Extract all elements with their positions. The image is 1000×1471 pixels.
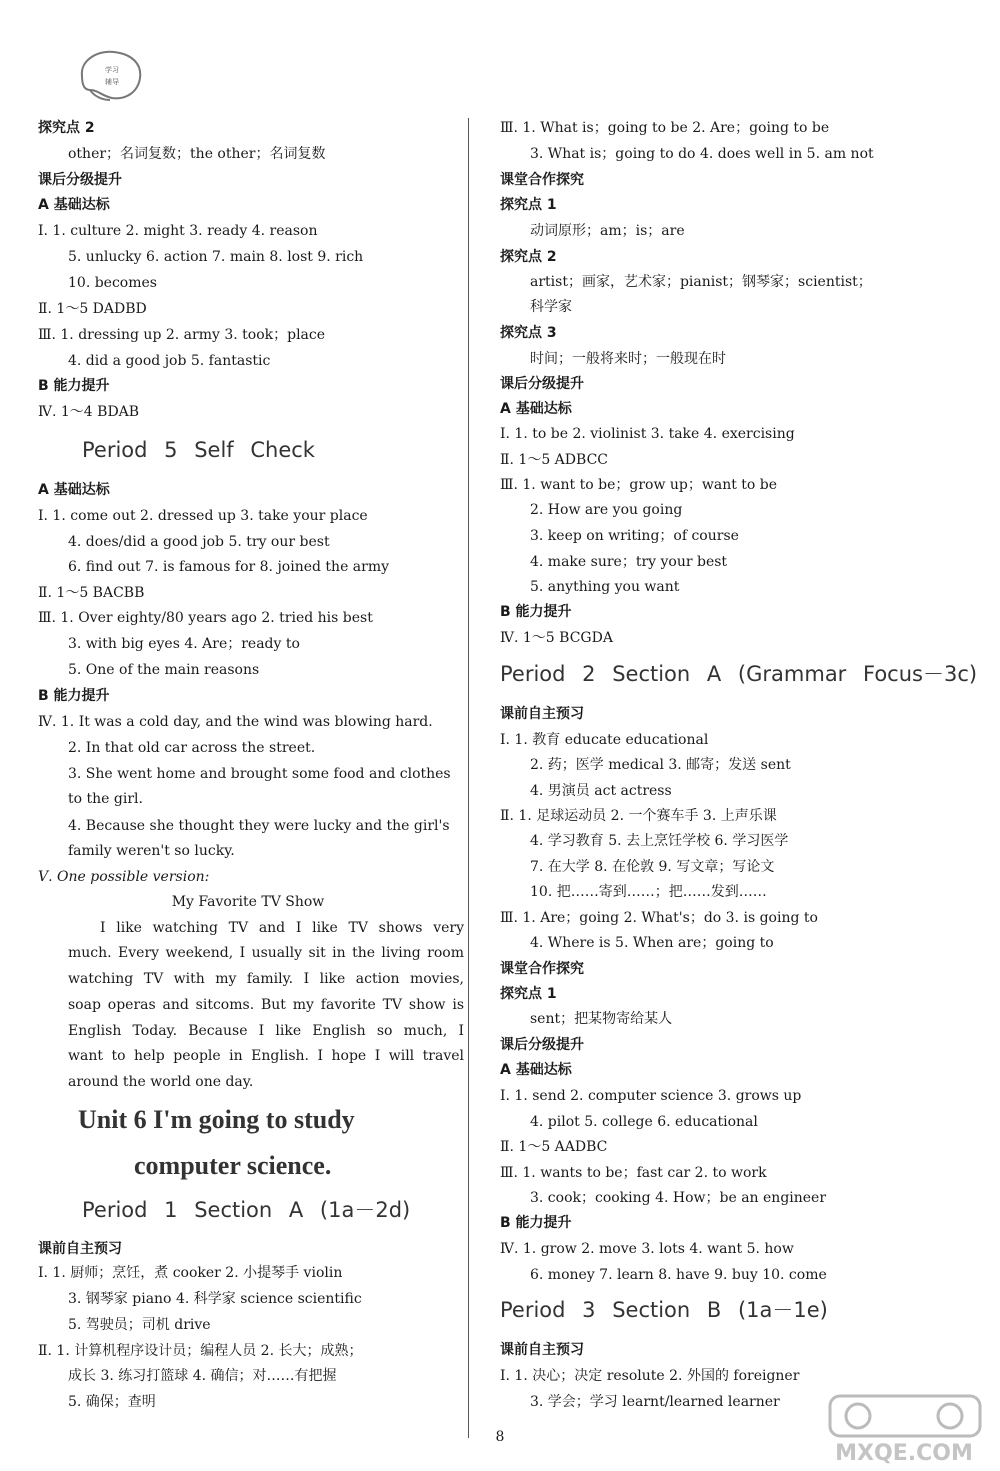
left-column-line: Ⅳ. 1. It was a cold day, and the wind was blowing hard. (38, 714, 433, 730)
left-column-line: 4. does/did a good job 5. try our best (68, 534, 330, 550)
right-column-line: 课后分级提升 (500, 376, 584, 392)
left-column-line: Ⅱ. 1. 计算机程序设计员；编程人员 2. 长大；成熟； (38, 1343, 363, 1359)
left-column-line: 5. 驾驶员；司机 drive (68, 1317, 211, 1333)
right-column-line: 2. How are you going (530, 502, 683, 518)
right-column-line: 课前自主预习 (500, 1342, 584, 1358)
right-column-line: Period 2 Section A (Grammar Focus－3c) (500, 662, 978, 686)
left-column-line: 3. She went home and brought some food and clothes (68, 766, 451, 782)
right-column-line: Ⅰ. 1. 教育 educate educational (500, 732, 709, 748)
watermark-logo-icon (812, 1392, 992, 1466)
right-column-line: 课后分级提升 (500, 1037, 584, 1053)
right-column-line: 3. cook；cooking 4. How；be an engineer (530, 1190, 827, 1206)
left-column-line: Ⅰ. 1. 厨师；烹饪，煮 cooker 2. 小提琴手 violin (38, 1265, 343, 1281)
left-column-line: Ⅲ. 1. Over eighty/80 years ago 2. tried his best (38, 610, 373, 626)
right-column-line: Ⅲ. 1. Are；going 2. What's；do 3. is going to (500, 910, 818, 926)
right-column-line: Ⅳ. 1. grow 2. move 3. lots 4. want 5. how (500, 1241, 794, 1257)
page-number: 8 (495, 1429, 505, 1445)
right-column-line: 7. 在大学 8. 在伦敦 9. 写文章；写论文 (530, 859, 775, 875)
right-column-line: 4. make sure；try your best (530, 554, 728, 570)
right-column-line: 探究点 2 (500, 249, 557, 265)
left-column-line: 课后分级提升 (38, 172, 122, 188)
left-column-line: 成长 3. 练习打篮球 4. 确信；对……有把握 (68, 1368, 337, 1384)
left-column-line: Ⅲ. 1. dressing up 2. army 3. took；place (38, 327, 326, 343)
right-column-line: 5. anything you want (530, 579, 680, 595)
left-column-line: A 基础达标 (38, 482, 110, 498)
right-column (500, 0, 978, 1471)
right-column-line: 探究点 1 (500, 197, 557, 213)
right-column-line: 4. pilot 5. college 6. educational (530, 1114, 758, 1130)
left-column-line: watching TV with my family. I like action movies, (68, 971, 464, 987)
right-column-line: 探究点 1 (500, 986, 557, 1002)
left-column-line: Period 1 Section A (1a－2d) (82, 1198, 411, 1222)
left-column-line: B 能力提升 (38, 688, 110, 704)
right-column-line: Ⅰ. 1. 决心；决定 resolute 2. 外国的 foreigner (500, 1368, 800, 1384)
right-column-line: B 能力提升 (500, 604, 572, 620)
right-column-line: 6. money 7. learn 8. have 9. buy 10. come (530, 1267, 827, 1283)
right-column-line: 4. 男演员 act actress (530, 783, 672, 799)
right-column-line: Ⅳ. 1～5 BCGDA (500, 630, 613, 646)
left-column-line: 4. Because she thought they were lucky and the girl's (68, 818, 450, 834)
left-column-line: Ⅱ. 1～5 BACBB (38, 585, 145, 601)
right-column-line: 3. 学会；学习 learnt/learned learner (530, 1394, 780, 1410)
left-column-line: Unit 6 I'm going to study (78, 1105, 355, 1134)
left-column-line: 5. One of the main reasons (68, 662, 260, 678)
left-column-line: soap operas and sitcoms. But my favorite TV show is (68, 997, 464, 1013)
left-column (38, 0, 468, 1471)
left-column-line: English Today. Because I like English so much, I (68, 1023, 464, 1039)
left-column-line: to the girl. (68, 791, 143, 807)
right-column-line: 10. 把……寄到……；把……发到…… (530, 884, 767, 900)
svg-text:辅导: 辅导 (105, 78, 119, 86)
right-column-line: 4. Where is 5. When are；going to (530, 935, 774, 951)
right-column-line: 课堂合作探究 (500, 961, 584, 977)
left-column-line: 5. 确保；查明 (68, 1394, 156, 1410)
right-column-line: B 能力提升 (500, 1215, 572, 1231)
left-column-line: 10. becomes (68, 275, 157, 291)
right-column-line: Ⅲ. 1. What is；going to be 2. Are；going to be (500, 120, 830, 136)
left-column-line: 3. 钢琴家 piano 4. 科学家 science scientific (68, 1291, 362, 1307)
right-column-line: A 基础达标 (500, 401, 572, 417)
right-column-line: 4. 学习教育 5. 去上烹饪学校 6. 学习医学 (530, 833, 789, 849)
left-column-line: computer science. (134, 1151, 332, 1180)
left-column-line: 5. unlucky 6. action 7. main 8. lost 9. rich (68, 249, 364, 265)
left-column-line: Ⅰ. 1. culture 2. might 3. ready 4. reason (38, 223, 318, 239)
right-column-line: 探究点 3 (500, 325, 557, 341)
left-column-line: around the world one day. (68, 1074, 254, 1090)
right-column-line: Ⅲ. 1. want to be；grow up；want to be (500, 477, 778, 493)
right-column-line: artist；画家，艺术家；pianist；钢琴家；scientist； (530, 274, 872, 290)
right-column-line: 课前自主预习 (500, 706, 584, 722)
right-column-line: Period 3 Section B (1a－1e) (500, 1298, 828, 1322)
left-column-line: 2. In that old car across the street. (68, 740, 316, 756)
right-column-line: 课堂合作探究 (500, 172, 584, 188)
left-column-line: I like watching TV and I like TV shows very (100, 920, 464, 936)
left-column-line: 6. find out 7. is famous for 8. joined the army (68, 559, 390, 575)
right-column-line: 3. What is；going to do 4. does well in 5. am not (530, 146, 874, 162)
right-column-line: 2. 药；医学 medical 3. 邮寄；发送 sent (530, 757, 791, 773)
right-column-line: sent；把某物寄给某人 (530, 1011, 673, 1027)
left-column-line: Ⅱ. 1～5 DADBD (38, 301, 147, 317)
right-column-line: 时间；一般将来时；一般现在时 (530, 351, 726, 367)
left-column-line: Ⅳ. 1～4 BDAB (38, 404, 140, 420)
right-column-line: 3. keep on writing；of course (530, 528, 739, 544)
left-column-line: family weren't so lucky. (68, 843, 235, 859)
left-column-line: Period 5 Self Check (82, 438, 315, 462)
left-column-line: A 基础达标 (38, 197, 110, 213)
left-column-line: 探究点 2 (38, 120, 95, 136)
right-column-line: A 基础达标 (500, 1062, 572, 1078)
right-column-line: Ⅲ. 1. wants to be；fast car 2. to work (500, 1165, 767, 1181)
right-column-line: Ⅱ. 1～5 ADBCC (500, 452, 608, 468)
svg-text:学习: 学习 (105, 66, 119, 74)
left-column-line: 课前自主预习 (38, 1241, 122, 1257)
right-column-line: Ⅱ. 1～5 AADBC (500, 1139, 608, 1155)
right-column-line: Ⅰ. 1. send 2. computer science 3. grows up (500, 1088, 802, 1104)
right-column-line: Ⅱ. 1. 足球运动员 2. 一个赛车手 3. 上声乐课 (500, 808, 777, 824)
left-column-line: Ⅴ. One possible version: (38, 869, 210, 885)
right-column-line: Ⅰ. 1. to be 2. violinist 3. take 4. exercising (500, 426, 795, 442)
left-column-line: much. Every weekend, I usually sit in the living room (68, 945, 464, 961)
left-column-line: other；名词复数；the other；名词复数 (68, 146, 326, 162)
right-column-line: 科学家 (530, 299, 572, 315)
left-column-line: want to help people in English. I hope I will travel (68, 1048, 464, 1064)
left-column-line: Ⅰ. 1. come out 2. dressed up 3. take your place (38, 508, 368, 524)
column-divider (468, 118, 469, 1438)
right-column-line: 动词原形；am；is；are (530, 223, 685, 239)
left-column-line: B 能力提升 (38, 378, 110, 394)
left-column-line: 3. with big eyes 4. Are；ready to (68, 636, 300, 652)
svg-text:MXQE.COM: MXQE.COM (835, 1441, 973, 1466)
left-column-line: My Favorite TV Show (171, 894, 325, 910)
left-column-line: 4. did a good job 5. fantastic (68, 353, 271, 369)
